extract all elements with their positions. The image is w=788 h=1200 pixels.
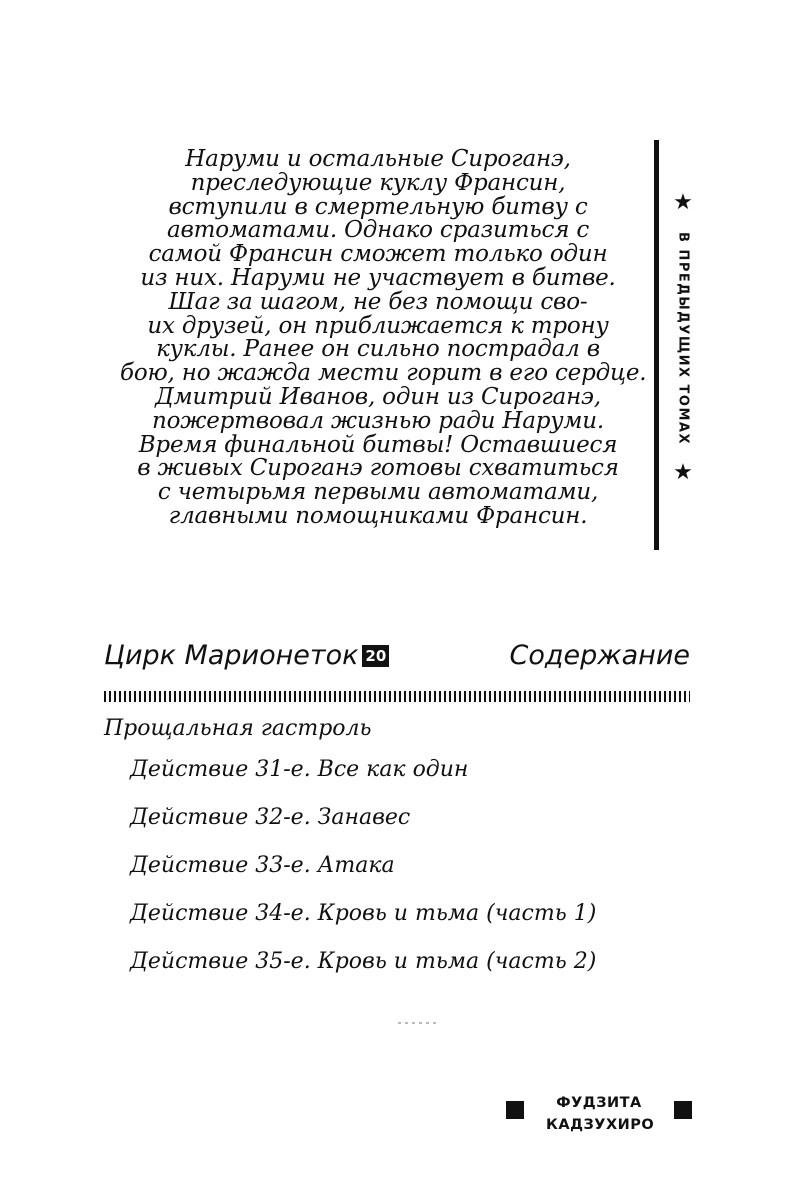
contents-header xyxy=(104,640,690,680)
toc-list xyxy=(130,756,596,996)
volume-badge: 20 xyxy=(362,645,389,667)
summary-line: пожертвовал жизнью ради Наруми. xyxy=(152,407,604,434)
author-second-name: КАДЗУХИРО xyxy=(546,1117,655,1133)
contents-title: Содержание xyxy=(509,640,690,671)
summary-line: главными помощниками Франсин. xyxy=(168,502,588,529)
author-block xyxy=(506,1092,692,1136)
summary-line: Шаг за шагом, не без помощи сво- xyxy=(168,288,588,315)
toc-item: Действие 33-е. Атака xyxy=(130,853,395,878)
author-names xyxy=(546,1092,655,1136)
star-icon: ★ xyxy=(673,460,693,485)
square-icon xyxy=(674,1101,692,1119)
side-vertical-rule xyxy=(654,140,659,550)
summary-line: куклы. Ранее он сильно пострадал в xyxy=(156,336,600,363)
toc-item: Действие 34-е. Кровь и тьма (часть 1) xyxy=(130,901,597,926)
toc-item: Действие 31-е. Все как один xyxy=(130,757,469,782)
summary-line: из них. Наруми не участвует в битве. xyxy=(140,264,616,291)
summary-line: автоматами. Однако сразиться с xyxy=(166,217,590,244)
toc-item: Действие 32-е. Занавес xyxy=(130,805,411,830)
summary-line: Время финальной битвы! Оставшиеся xyxy=(138,431,618,458)
summary-line: преследующие куклу Франсин, xyxy=(190,169,566,196)
side-label xyxy=(672,192,694,492)
summary-line: бою, но жажда мести горит в его сердце. xyxy=(120,360,647,387)
toc-item: Действие 35-е. Кровь и тьма (часть 2) xyxy=(130,949,597,974)
star-icon: ★ xyxy=(673,190,693,215)
summary-line: их друзей, он приближается к трону xyxy=(147,312,609,339)
square-icon xyxy=(506,1101,524,1119)
summary-line: вступили в смертельную битву с xyxy=(168,193,588,220)
author-first-name: ФУДЗИТА xyxy=(556,1095,642,1111)
series-title xyxy=(104,640,389,671)
tick-divider xyxy=(104,691,690,702)
summary-line: Наруми и остальные Сироганэ, xyxy=(185,146,571,172)
summary-line: с четырьмя первыми автоматами, xyxy=(157,479,599,506)
summary-line: Дмитрий Иванов, один из Сироганэ, xyxy=(155,383,601,410)
previous-volumes-summary xyxy=(120,146,647,529)
toc-heading: Прощальная гастроль xyxy=(104,716,372,741)
summary-line: в живых Сироганэ готовы схватиться xyxy=(137,455,619,482)
summary-line: самой Франсин сможет только один xyxy=(148,241,608,268)
series-title-text: Цирк Марионеток xyxy=(104,640,359,671)
dotted-mark xyxy=(398,1022,438,1024)
side-label-text: В ПРЕДЫДУЩИХ ТОМАХ xyxy=(675,231,691,445)
